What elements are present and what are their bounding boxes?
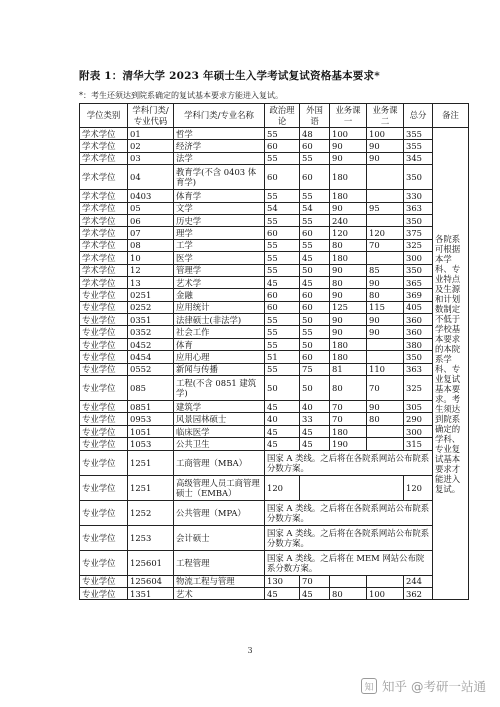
code-cell: 0351	[128, 314, 174, 326]
footnote: *：考生还须达到院系确定的复试基本要求方能进入复试。	[79, 91, 283, 100]
code-cell: 02	[128, 140, 174, 152]
total-cell: 365	[404, 276, 433, 288]
language-cell: 45	[300, 276, 330, 288]
degree-type-cell: 专业学位	[80, 413, 128, 425]
language-cell: 33	[300, 413, 330, 425]
degree-type-cell: 学术学位	[80, 128, 128, 140]
degree-type-cell: 学术学位	[80, 190, 128, 202]
page-title: 附表 1：清华大学 2023 年硕士生入学考试复试资格基本要求*	[79, 70, 380, 82]
course2-cell: 115	[367, 301, 404, 313]
language-cell: 54	[300, 202, 330, 214]
code-cell: 0252	[128, 301, 174, 313]
course2-cell: 90	[367, 276, 404, 288]
course2-cell: 80	[367, 413, 404, 425]
table-row	[80, 425, 469, 437]
name-cell: 建筑学	[174, 401, 265, 413]
language-cell: 60	[300, 301, 330, 313]
politics-cell: 45	[265, 276, 300, 288]
total-cell: 363	[404, 363, 433, 375]
watermark	[361, 677, 486, 695]
code-cell: 06	[128, 214, 174, 226]
table-row	[80, 165, 469, 190]
course2-cell: 100	[367, 587, 404, 599]
code-cell: 0851	[128, 401, 174, 413]
table-row	[80, 401, 469, 413]
course2-cell	[367, 214, 404, 226]
code-cell: 0352	[128, 326, 174, 338]
politics-cell: 45	[265, 401, 300, 413]
total-cell: 325	[404, 376, 433, 401]
course2-cell: 120	[367, 227, 404, 239]
language-cell: 60	[300, 351, 330, 363]
course1-cell: 90	[330, 326, 367, 338]
table-row	[80, 264, 469, 276]
politics-cell: 45	[265, 438, 300, 450]
header-course2: 业务课二	[367, 104, 404, 128]
code-cell: 07	[128, 227, 174, 239]
total-cell: 380	[404, 338, 433, 350]
table-row	[80, 525, 469, 550]
course2-cell: 70	[367, 239, 404, 251]
language-cell: 45	[300, 587, 330, 599]
degree-type-cell: 专业学位	[80, 575, 128, 587]
total-cell: 300	[404, 252, 433, 264]
language-cell: 45	[300, 425, 330, 437]
course1-cell: 90	[330, 152, 367, 164]
course1-cell: 80	[330, 239, 367, 251]
name-cell: 理学	[174, 227, 265, 239]
course1-cell: 81	[330, 363, 367, 375]
table-row	[80, 438, 469, 450]
total-cell: 315	[404, 438, 433, 450]
name-cell: 工程(不含 0851 建筑学)	[174, 376, 265, 401]
politics-cell: 55	[265, 239, 300, 251]
total-cell: 375	[404, 227, 433, 239]
merged-requirement-cell: 国家 A 类线。之后将在各院系网站公布院系分数方案。	[265, 500, 433, 525]
code-cell: 13	[128, 276, 174, 288]
degree-type-cell: 学术学位	[80, 165, 128, 190]
politics-cell: 40	[265, 413, 300, 425]
requirements-table	[79, 103, 469, 600]
header-remarks: 备注	[433, 104, 469, 128]
table-row	[80, 587, 469, 599]
header-language: 外国语	[300, 104, 330, 128]
course2-cell: 85	[367, 264, 404, 276]
language-cell: 60	[300, 165, 330, 190]
table-row	[80, 190, 469, 202]
zhihu-logo-icon: 知	[361, 678, 377, 694]
code-cell: 1252	[128, 500, 174, 525]
degree-type-cell: 学术学位	[80, 152, 128, 164]
table-row	[80, 351, 469, 363]
degree-type-cell: 专业学位	[80, 314, 128, 326]
name-cell: 高级管理人员工商管理硕士（EMBA）	[174, 475, 265, 500]
degree-type-cell: 专业学位	[80, 525, 128, 550]
course2-cell: 100	[367, 128, 404, 140]
course1-cell: 240	[330, 214, 367, 226]
course2-cell: 80	[367, 289, 404, 301]
course1-cell: 190	[330, 438, 367, 450]
code-cell: 10	[128, 252, 174, 264]
course1-cell: 180	[330, 190, 367, 202]
degree-type-cell: 学术学位	[80, 227, 128, 239]
code-cell: 0454	[128, 351, 174, 363]
language-cell: 55	[300, 152, 330, 164]
language-cell: 55	[300, 190, 330, 202]
total-cell: 325	[404, 239, 433, 251]
degree-type-cell: 专业学位	[80, 500, 128, 525]
degree-type-cell: 学术学位	[80, 140, 128, 152]
name-cell: 应用统计	[174, 301, 265, 313]
politics-cell: 60	[265, 165, 300, 190]
course1-cell: 180	[330, 425, 367, 437]
course1-cell: 90	[330, 140, 367, 152]
degree-type-cell: 专业学位	[80, 587, 128, 599]
degree-type-cell: 学术学位	[80, 214, 128, 226]
table-row	[80, 289, 469, 301]
name-cell: 医学	[174, 252, 265, 264]
politics-cell: 60	[265, 140, 300, 152]
total-cell: 363	[404, 202, 433, 214]
total-cell: 350	[404, 351, 433, 363]
name-cell: 金融	[174, 289, 265, 301]
total-cell: 360	[404, 326, 433, 338]
course1-cell	[330, 575, 367, 587]
name-cell: 体育学	[174, 190, 265, 202]
language-cell: 75	[300, 363, 330, 375]
language-cell: 60	[300, 227, 330, 239]
course1-cell: 180	[330, 351, 367, 363]
name-cell: 新闻与传播	[174, 363, 265, 375]
code-cell: 1251	[128, 475, 174, 500]
table-row	[80, 128, 469, 140]
total-cell: 362	[404, 587, 433, 599]
blank-cell	[300, 475, 404, 500]
name-cell: 公共管理（MPA）	[174, 500, 265, 525]
language-cell: 48	[300, 128, 330, 140]
code-cell: 12	[128, 264, 174, 276]
politics-cell: 60	[265, 289, 300, 301]
total-cell: 300	[404, 425, 433, 437]
name-cell: 法学	[174, 152, 265, 164]
table-row	[80, 475, 469, 500]
total-cell: 305	[404, 401, 433, 413]
code-cell: 03	[128, 152, 174, 164]
name-cell: 管理学	[174, 264, 265, 276]
header-total: 总分	[404, 104, 433, 128]
total-cell: 120	[404, 475, 433, 500]
name-cell: 哲学	[174, 128, 265, 140]
total-cell: 244	[404, 575, 433, 587]
language-cell: 60	[300, 140, 330, 152]
code-cell: 1051	[128, 425, 174, 437]
language-cell: 40	[300, 401, 330, 413]
remarks-cell: 各院系可根据本学科、专业特点及生源和计划数制定不低于学校基本要求的本院系学科、专业复试基本要求。考生须达到院系确定的学科、专业复试基本要求才能进入复试。	[433, 128, 469, 600]
total-cell: 369	[404, 289, 433, 301]
politics-cell: 54	[265, 202, 300, 214]
degree-type-cell: 专业学位	[80, 351, 128, 363]
degree-type-cell: 专业学位	[80, 338, 128, 350]
politics-cell: 55	[265, 264, 300, 276]
name-cell: 工程管理	[174, 550, 265, 575]
table-row	[80, 338, 469, 350]
course1-cell: 80	[330, 276, 367, 288]
total-cell: 355	[404, 140, 433, 152]
table-row	[80, 500, 469, 525]
total-cell: 350	[404, 165, 433, 190]
code-cell: 0403	[128, 190, 174, 202]
total-cell: 350	[404, 264, 433, 276]
merged-requirement-cell: 国家 A 类线。之后将在 MEM 网站公布院系分数方案。	[265, 550, 433, 575]
name-cell: 教育学(不含 0403 体育学)	[174, 165, 265, 190]
name-cell: 文学	[174, 202, 265, 214]
politics-cell: 51	[265, 351, 300, 363]
course2-cell: 90	[367, 140, 404, 152]
degree-type-cell: 专业学位	[80, 326, 128, 338]
table-row	[80, 140, 469, 152]
course2-cell: 90	[367, 401, 404, 413]
table-row	[80, 227, 469, 239]
politics-cell: 60	[265, 227, 300, 239]
table-row	[80, 214, 469, 226]
header-degree-type: 学位类别	[80, 104, 128, 128]
code-cell: 04	[128, 165, 174, 190]
total-cell: 405	[404, 301, 433, 313]
course1-cell: 90	[330, 264, 367, 276]
degree-type-cell: 专业学位	[80, 550, 128, 575]
course2-cell	[367, 338, 404, 350]
degree-type-cell: 专业学位	[80, 438, 128, 450]
course1-cell: 180	[330, 338, 367, 350]
language-cell: 50	[300, 314, 330, 326]
politics-cell: 45	[265, 587, 300, 599]
total-cell: 355	[404, 128, 433, 140]
code-cell: 085	[128, 376, 174, 401]
politics-cell: 55	[265, 128, 300, 140]
name-cell: 法律硕士(非法学)	[174, 314, 265, 326]
header-row	[80, 104, 469, 128]
table-row	[80, 450, 469, 475]
code-cell: 1253	[128, 525, 174, 550]
course2-cell	[367, 252, 404, 264]
header-course1: 业务课一	[330, 104, 367, 128]
politics-cell: 55	[265, 363, 300, 375]
table-row	[80, 575, 469, 587]
table-row	[80, 550, 469, 575]
course2-cell: 110	[367, 363, 404, 375]
table-row	[80, 326, 469, 338]
course2-cell: 90	[367, 152, 404, 164]
course2-cell	[367, 165, 404, 190]
politics-cell: 55	[265, 326, 300, 338]
course1-cell: 90	[330, 289, 367, 301]
degree-type-cell: 专业学位	[80, 475, 128, 500]
name-cell: 公共卫生	[174, 438, 265, 450]
header-name: 学科门类/专业名称	[174, 104, 265, 128]
name-cell: 历史学	[174, 214, 265, 226]
total-cell: 345	[404, 152, 433, 164]
politics-cell: 55	[265, 314, 300, 326]
politics-cell: 60	[265, 301, 300, 313]
name-cell: 艺术	[174, 587, 265, 599]
politics-cell: 120	[265, 475, 300, 500]
degree-type-cell: 学术学位	[80, 202, 128, 214]
degree-type-cell: 学术学位	[80, 264, 128, 276]
code-cell: 0552	[128, 363, 174, 375]
header-politics: 政治理论	[265, 104, 300, 128]
language-cell: 50	[300, 376, 330, 401]
name-cell: 工商管理（MBA）	[174, 450, 265, 475]
table-row	[80, 314, 469, 326]
course1-cell: 90	[330, 202, 367, 214]
course1-cell: 125	[330, 301, 367, 313]
table-row	[80, 239, 469, 251]
table-row	[80, 152, 469, 164]
course1-cell: 70	[330, 413, 367, 425]
language-cell: 60	[300, 289, 330, 301]
politics-cell: 55	[265, 190, 300, 202]
name-cell: 社会工作	[174, 326, 265, 338]
merged-requirement-cell: 国家 A 类线。之后将在各院系网站公布院系分数方案。	[265, 450, 433, 475]
course2-cell	[367, 351, 404, 363]
code-cell: 1053	[128, 438, 174, 450]
table-row	[80, 301, 469, 313]
language-cell: 55	[300, 214, 330, 226]
language-cell: 70	[300, 575, 330, 587]
code-cell: 0452	[128, 338, 174, 350]
table-row	[80, 252, 469, 264]
table-row	[80, 376, 469, 401]
degree-type-cell: 学术学位	[80, 276, 128, 288]
course1-cell: 100	[330, 128, 367, 140]
code-cell: 1251	[128, 450, 174, 475]
course1-cell: 80	[330, 587, 367, 599]
language-cell: 45	[300, 438, 330, 450]
code-cell: 125601	[128, 550, 174, 575]
course1-cell: 90	[330, 314, 367, 326]
code-cell: 08	[128, 239, 174, 251]
degree-type-cell: 专业学位	[80, 289, 128, 301]
politics-cell: 55	[265, 252, 300, 264]
degree-type-cell: 专业学位	[80, 363, 128, 375]
name-cell: 经济学	[174, 140, 265, 152]
course1-cell: 70	[330, 401, 367, 413]
name-cell: 体育	[174, 338, 265, 350]
politics-cell: 55	[265, 338, 300, 350]
total-cell: 350	[404, 214, 433, 226]
code-cell: 125604	[128, 575, 174, 587]
degree-type-cell: 学术学位	[80, 252, 128, 264]
politics-cell: 45	[265, 425, 300, 437]
name-cell: 艺术学	[174, 276, 265, 288]
total-cell: 290	[404, 413, 433, 425]
language-cell: 55	[300, 326, 330, 338]
politics-cell: 130	[265, 575, 300, 587]
merged-requirement-cell: 国家 A 类线。之后将在各院系网站公布院系分数方案。	[265, 525, 433, 550]
table-body	[80, 128, 469, 600]
name-cell: 会计硕士	[174, 525, 265, 550]
code-cell: 1351	[128, 587, 174, 599]
language-cell: 50	[300, 338, 330, 350]
course2-cell: 90	[367, 314, 404, 326]
name-cell: 应用心理	[174, 351, 265, 363]
name-cell: 风景园林硕士	[174, 413, 265, 425]
course1-cell: 80	[330, 376, 367, 401]
total-cell: 360	[404, 314, 433, 326]
table-row	[80, 276, 469, 288]
degree-type-cell: 专业学位	[80, 401, 128, 413]
total-cell: 330	[404, 190, 433, 202]
table-row	[80, 413, 469, 425]
politics-cell: 55	[265, 214, 300, 226]
code-cell: 01	[128, 128, 174, 140]
degree-type-cell: 专业学位	[80, 425, 128, 437]
language-cell: 45	[300, 252, 330, 264]
language-cell: 55	[300, 239, 330, 251]
page-number: 3	[247, 646, 253, 655]
degree-type-cell: 学术学位	[80, 239, 128, 251]
table-row	[80, 363, 469, 375]
language-cell: 50	[300, 264, 330, 276]
watermark-text: 知乎 @考研一站通	[382, 679, 486, 694]
course1-cell: 120	[330, 227, 367, 239]
name-cell: 临床医学	[174, 425, 265, 437]
code-cell: 05	[128, 202, 174, 214]
name-cell: 物流工程与管理	[174, 575, 265, 587]
code-cell: 0251	[128, 289, 174, 301]
course2-cell	[367, 575, 404, 587]
degree-type-cell: 专业学位	[80, 301, 128, 313]
header-code: 学科门类/专业代码	[128, 104, 174, 128]
politics-cell: 55	[265, 152, 300, 164]
course2-cell	[367, 438, 404, 450]
name-cell: 工学	[174, 239, 265, 251]
code-cell: 0953	[128, 413, 174, 425]
degree-type-cell: 专业学位	[80, 376, 128, 401]
course2-cell: 70	[367, 376, 404, 401]
course1-cell: 180	[330, 252, 367, 264]
politics-cell: 50	[265, 376, 300, 401]
course2-cell: 90	[367, 326, 404, 338]
degree-type-cell: 专业学位	[80, 450, 128, 475]
course2-cell	[367, 425, 404, 437]
course2-cell: 95	[367, 202, 404, 214]
course1-cell: 180	[330, 165, 367, 190]
course2-cell	[367, 190, 404, 202]
table-row	[80, 202, 469, 214]
